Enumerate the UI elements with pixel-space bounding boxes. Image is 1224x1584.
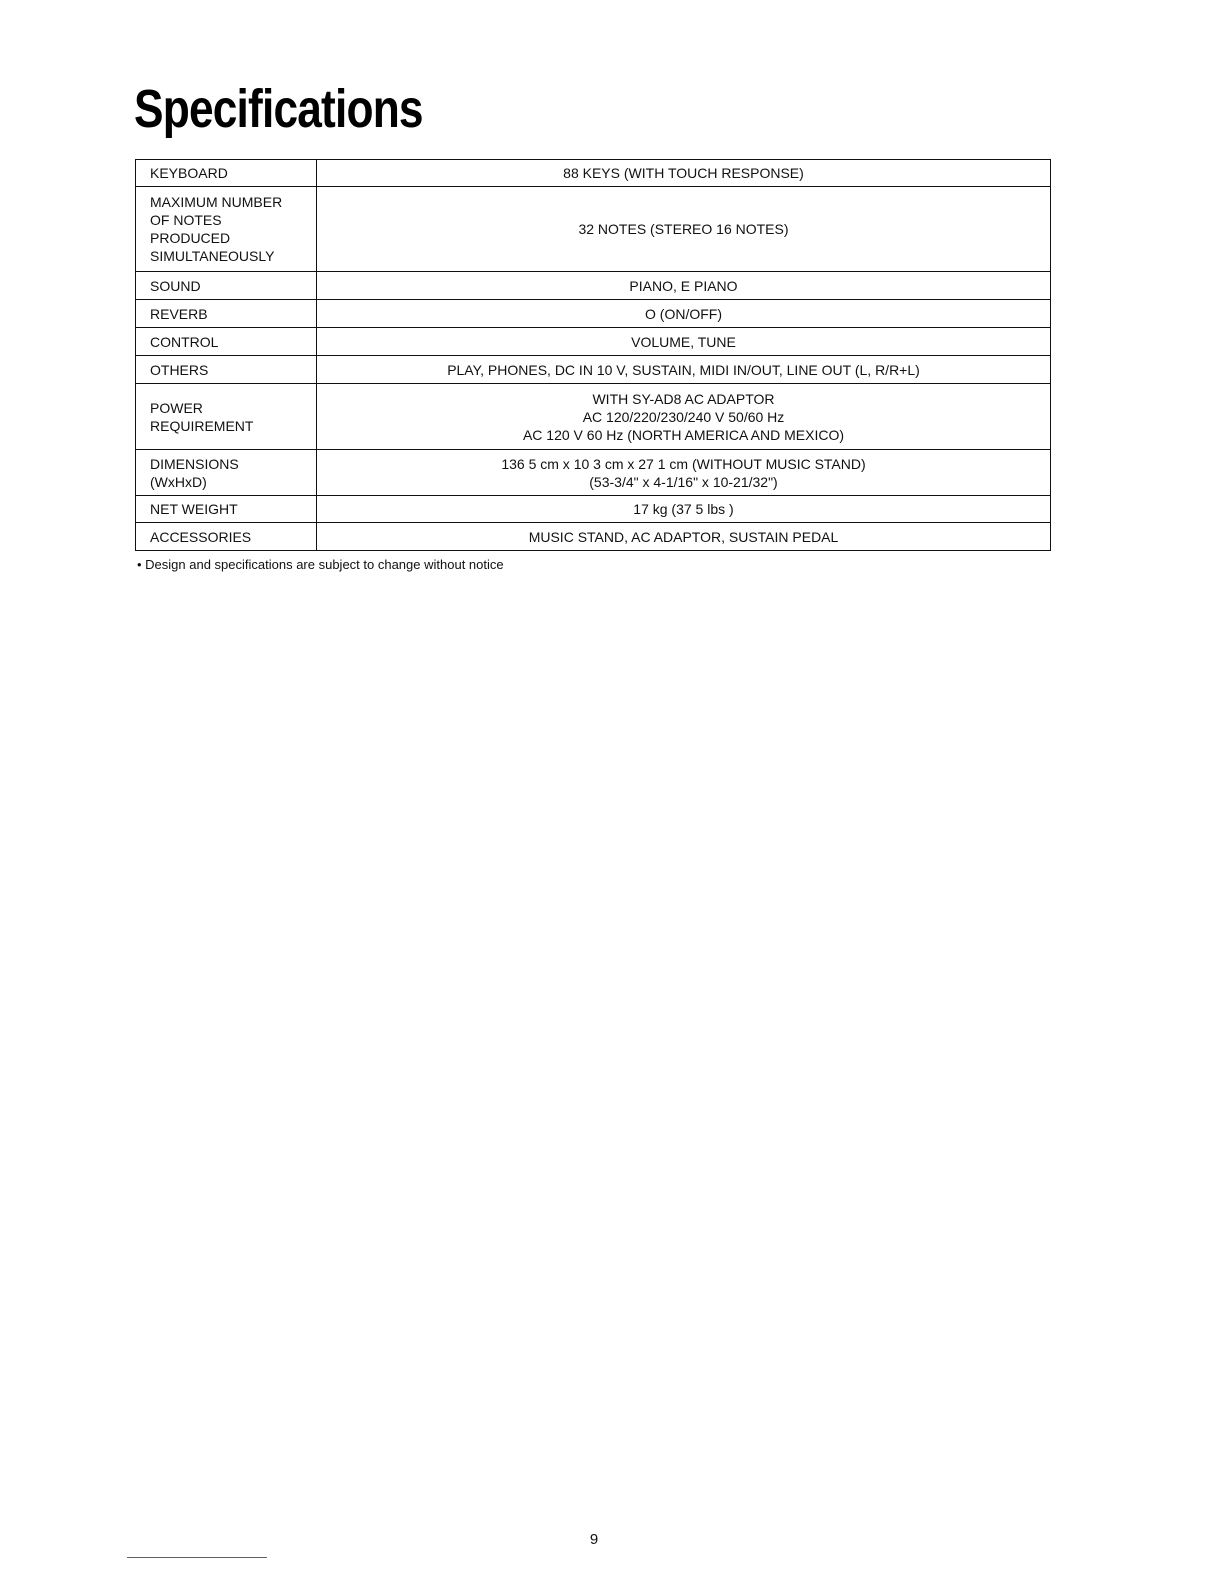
- table-row-sound: [136, 272, 1051, 300]
- spec-label-line: (WxHxD): [150, 473, 207, 490]
- table-row-power: [136, 384, 1051, 450]
- spec-value-line: (53-3/4" x 4-1/16" x 10-21/32"): [589, 473, 778, 490]
- spec-label-line: OF NOTES: [150, 212, 222, 228]
- spec-value-control: VOLUME, TUNE: [317, 328, 1051, 356]
- spec-label-line: POWER: [150, 399, 203, 416]
- spec-label-others: OTHERS: [136, 356, 317, 384]
- table-row-control: [136, 328, 1051, 356]
- spec-label-keyboard: KEYBOARD: [136, 160, 317, 187]
- spec-label-sound: SOUND: [136, 272, 317, 300]
- table-row-others: [136, 356, 1051, 384]
- spec-value-dimensions: [317, 450, 1051, 496]
- spec-value-line: 136 5 cm x 10 3 cm x 27 1 cm (WITHOUT MUSIC STAND): [501, 455, 866, 472]
- spec-label-power: [136, 384, 317, 450]
- spec-label-line: SIMULTANEOUSLY: [150, 248, 275, 264]
- table-row-max-notes: [136, 187, 1051, 272]
- table-row-accessories: [136, 523, 1051, 551]
- spec-value-accessories: MUSIC STAND, AC ADAPTOR, SUSTAIN PEDAL: [317, 523, 1051, 551]
- table-row-dimensions: [136, 450, 1051, 496]
- spec-label-control: CONTROL: [136, 328, 317, 356]
- specifications-table: [135, 159, 1051, 551]
- spec-label-line: DIMENSIONS: [150, 455, 239, 472]
- spec-value-line: AC 120 V 60 Hz (NORTH AMERICA AND MEXICO): [522, 426, 845, 443]
- spec-value-weight: 17 kg (37 5 lbs ): [317, 496, 1051, 523]
- page-title: Specifications: [134, 79, 423, 139]
- spec-value-keyboard: 88 KEYS (WITH TOUCH RESPONSE): [317, 160, 1051, 187]
- spec-value-others: PLAY, PHONES, DC IN 10 V, SUSTAIN, MIDI IN/OUT, LINE OUT (L, R/R+L): [317, 356, 1051, 384]
- page-number: 9: [589, 1531, 599, 1548]
- footer-divider: [127, 1557, 267, 1558]
- spec-value-power: [317, 384, 1051, 450]
- spec-value-line: AC 120/220/230/240 V 50/60 Hz: [582, 408, 785, 425]
- spec-value-reverb: O (ON/OFF): [317, 300, 1051, 328]
- spec-label-line: MAXIMUM NUMBER: [150, 194, 283, 210]
- spec-label-line: REQUIREMENT: [150, 417, 254, 434]
- spec-value-line: WITH SY-AD8 AC ADAPTOR: [592, 390, 775, 407]
- spec-label-reverb: REVERB: [136, 300, 317, 328]
- spec-label-dimensions: [136, 450, 317, 496]
- spec-label-weight: NET WEIGHT: [136, 496, 317, 523]
- spec-label-line: PRODUCED: [150, 230, 231, 246]
- table-row-reverb: [136, 300, 1051, 328]
- spec-label-max-notes: [136, 187, 317, 272]
- table-row-weight: [136, 496, 1051, 523]
- spec-value-max-notes: 32 NOTES (STEREO 16 NOTES): [317, 187, 1051, 272]
- spec-label-accessories: ACCESSORIES: [136, 523, 317, 551]
- table-row-keyboard: [136, 160, 1051, 187]
- spec-value-sound: PIANO, E PIANO: [317, 272, 1051, 300]
- disclaimer-note: • Design and specifications are subject to change without notice: [137, 557, 504, 572]
